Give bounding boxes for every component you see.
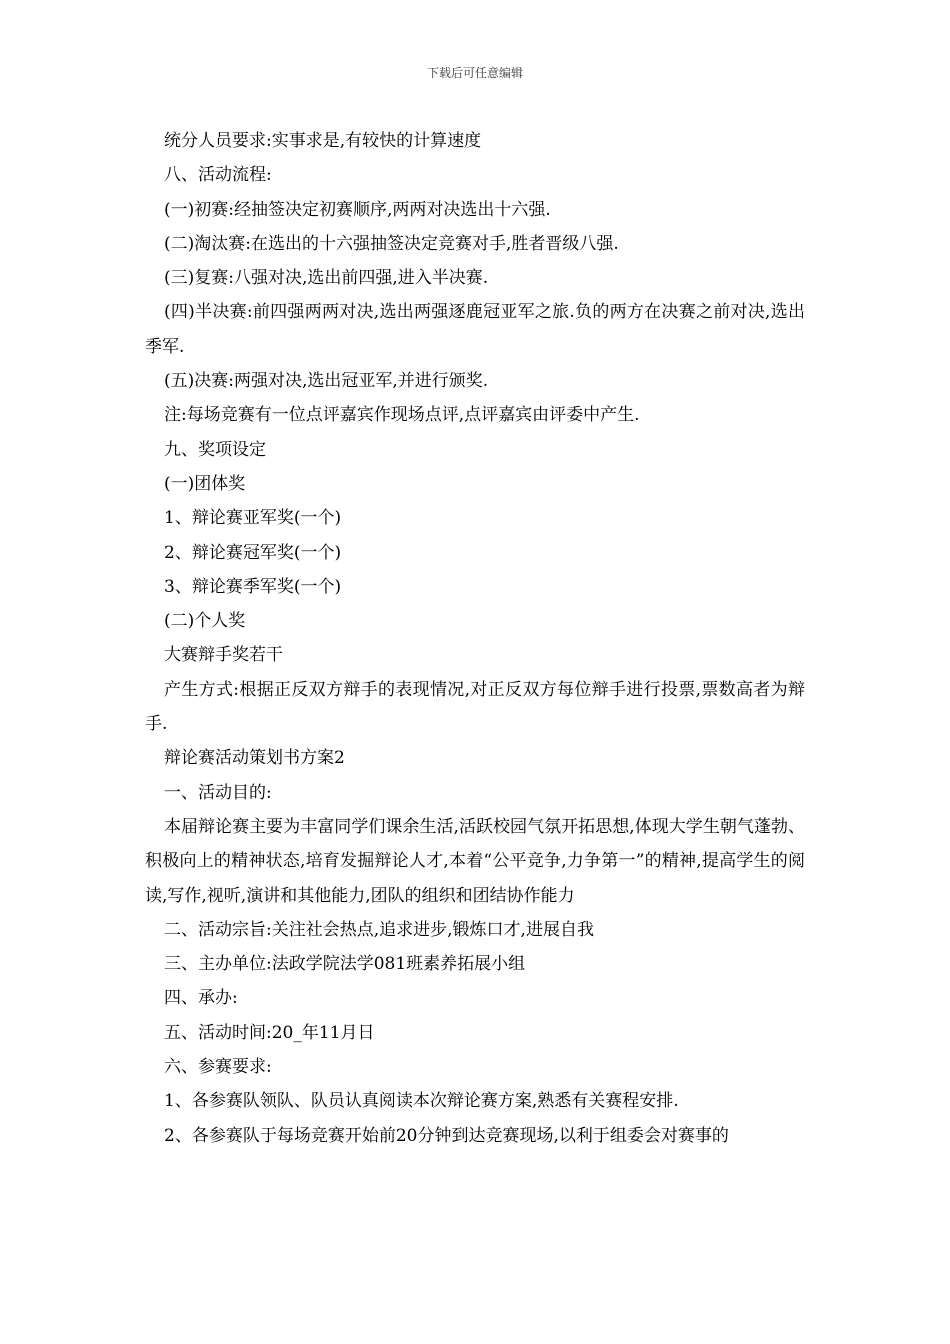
paragraph: (一)初赛:经抽签决定初赛顺序,两两对决选出十六强.: [164, 199, 551, 220]
section-heading: 九、奖项设定: [164, 439, 266, 460]
page-header: 下载后可任意编辑: [426, 66, 523, 80]
section-heading: 八、活动流程:: [164, 165, 272, 186]
list-item: 2、辩论赛冠军奖(一个): [164, 542, 342, 563]
paragraph: 本届辩论赛主要为丰富同学们课余生活,活跃校园气氛开拓思想,体现大学生朝气蓬勃、积极向上的精神状态,培育发掘辩论人才,本着“公平竞争,力争第一”的精神,提高学生的阅读,写作,视听,演讲和其他能力,团队的组织和团结协作能力: [145, 816, 805, 906]
list-item: 1、各参赛队领队、队员认真阅读本次辩论赛方案,熟悉有关赛程安排.: [164, 1091, 679, 1112]
list-item: 2、各参赛队于每场竞赛开始前20分钟到达竞赛现场,以利于组委会对赛事的: [164, 1125, 729, 1146]
paragraph: 五、活动时间:20_年11月日: [164, 1022, 375, 1043]
subsection-heading: (二)个人奖: [164, 611, 246, 632]
paragraph: 产生方式:根据正反双方辩手的表现情况,对正反双方每位辩手进行投票,票数高者为辩手.: [145, 679, 805, 735]
paragraph: 注:每场竞赛有一位点评嘉宾作现场点评,点评嘉宾由评委中产生.: [164, 405, 640, 426]
document-title: 辩论赛活动策划书方案2: [164, 748, 345, 769]
paragraph: 统分人员要求:实事求是,有较快的计算速度: [164, 131, 482, 151]
section-heading: 一、活动目的:: [164, 782, 272, 803]
section-heading: 六、参赛要求:: [164, 1057, 272, 1078]
paragraph: (二)淘汰赛:在选出的十六强抽签决定竞赛对手,胜者晋级八强.: [164, 233, 619, 254]
paragraph: (四)半决赛:前四强两两对决,选出两强逐鹿冠亚军之旅.负的两方在决赛之前对决,选出季军.: [145, 302, 805, 357]
paragraph: 二、活动宗旨:关注社会热点,追求进步,锻炼口才,进展自我: [164, 919, 594, 940]
subsection-heading: (一)团体奖: [164, 473, 246, 494]
section-heading: 四、承办:: [164, 988, 238, 1009]
paragraph: (五)决赛:两强对决,选出冠亚军,并进行颁奖.: [164, 371, 489, 392]
list-item: 1、辩论赛亚军奖(一个): [164, 508, 342, 529]
document-body: [145, 124, 805, 1153]
paragraph: 三、主办单位:法政学院法学081班素养拓展小组: [164, 954, 526, 975]
paragraph: 大赛辩手奖若干: [164, 645, 283, 666]
list-item: 3、辩论赛季军奖(一个): [164, 576, 342, 597]
paragraph: (三)复赛:八强对决,选出前四强,进入半决赛.: [164, 268, 489, 289]
